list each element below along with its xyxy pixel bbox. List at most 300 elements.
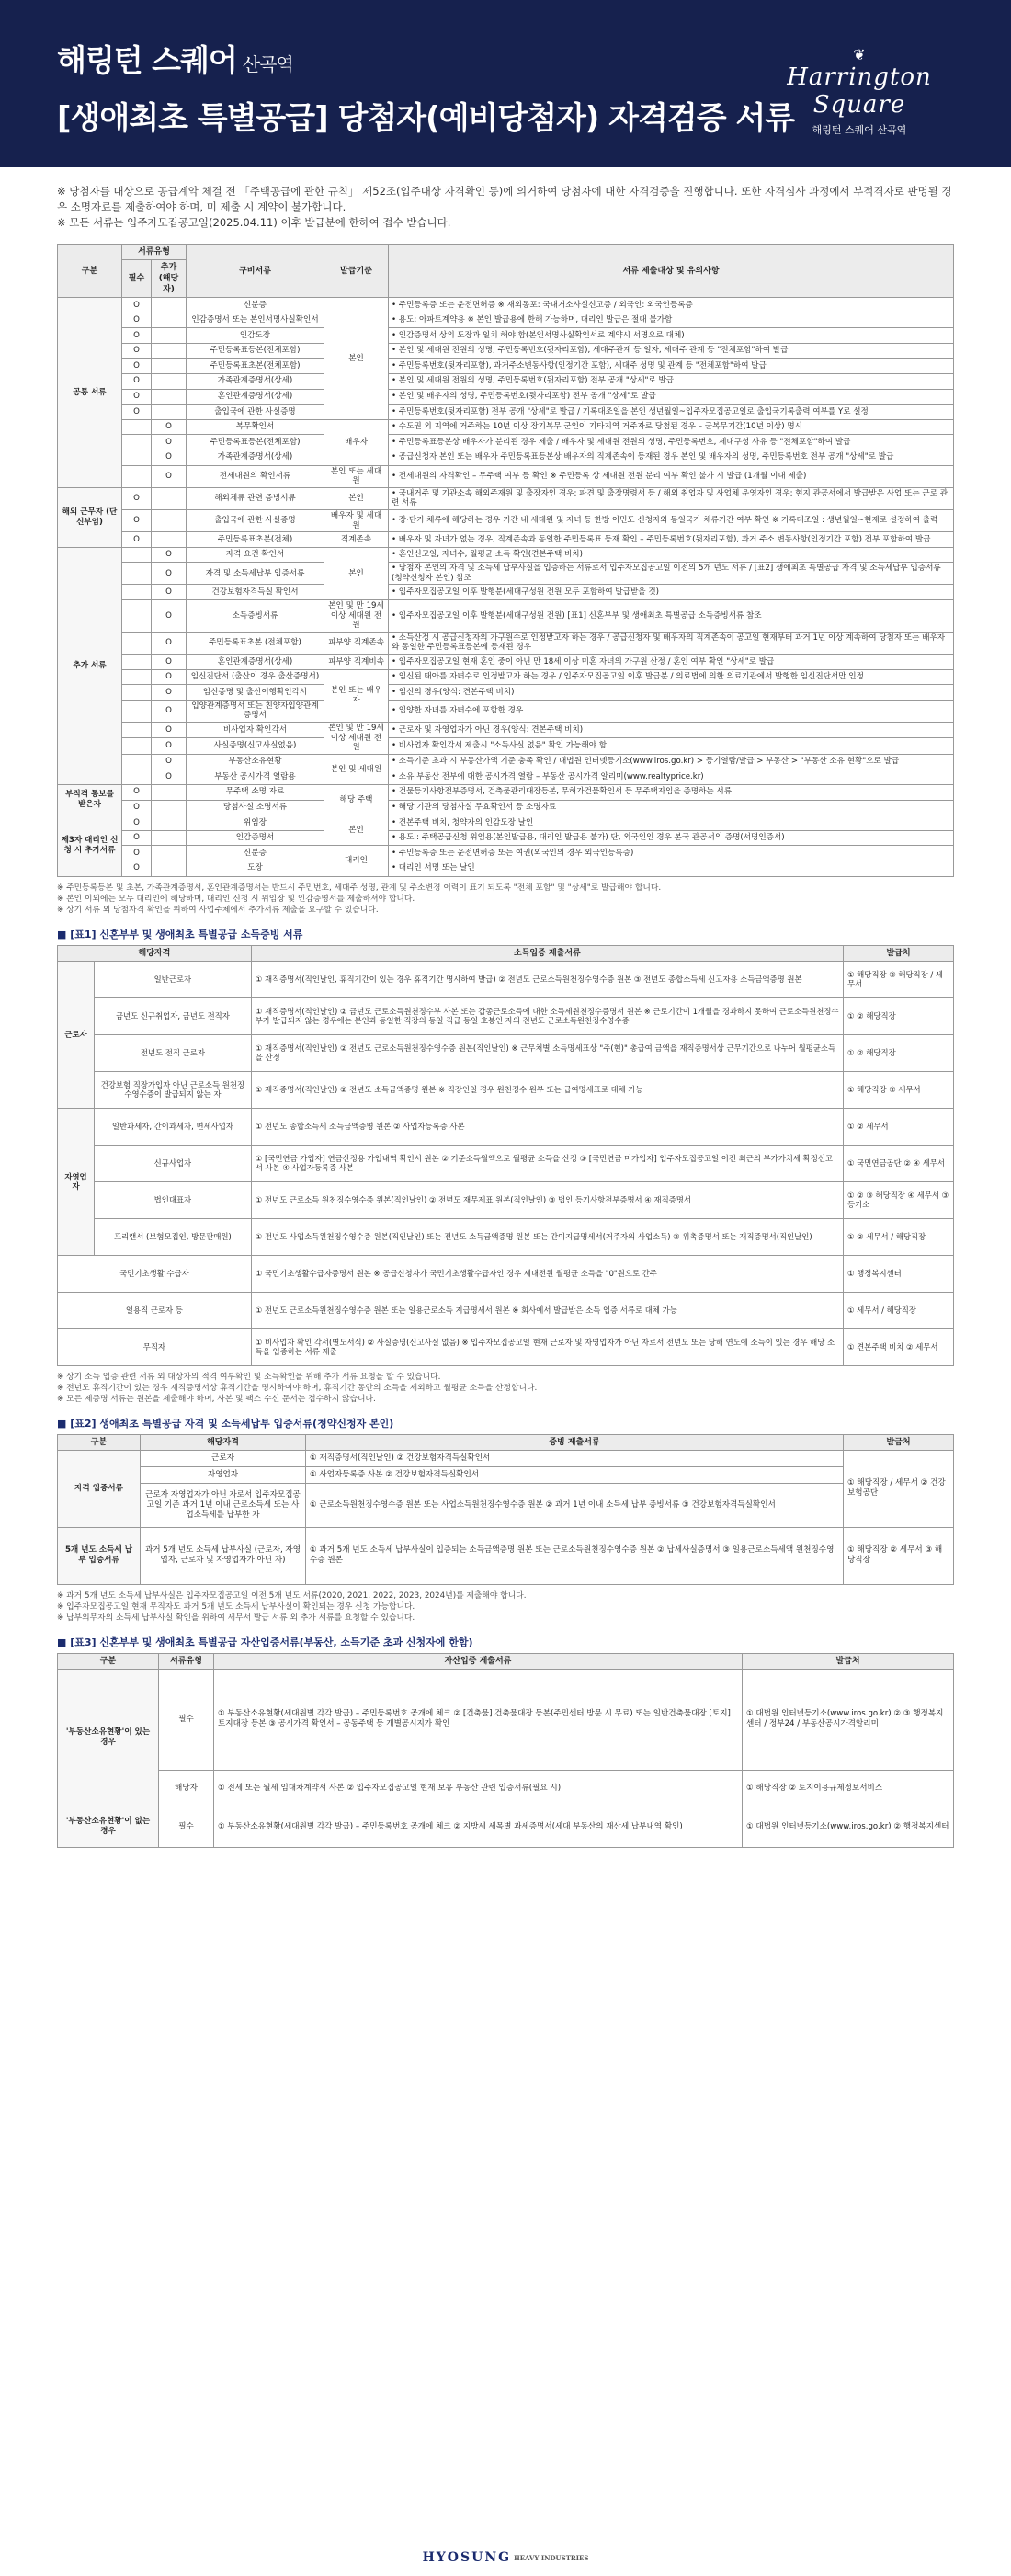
income-row bbox=[58, 1292, 954, 1328]
page-title: [생애최초 특별공급] 당첨자(예비당첨자) 자격검증 서류 bbox=[57, 100, 795, 137]
required-mark: O bbox=[122, 313, 152, 328]
document-name: 당첨사실 소명서류 bbox=[187, 800, 324, 815]
doc-row bbox=[58, 669, 954, 685]
document-name: 임신증명 및 출산이행확인각서 bbox=[187, 685, 324, 701]
note-line: ※ 본인 이외에는 모두 대리인에 해당하며, 대리인 신청 시 위임장 및 인감증명서를 제출하셔야 합니다. bbox=[57, 894, 415, 904]
doc-list: ① 전년도 사업소득원천징수영수증 원본(직인날인) 또는 전년도 소득금액증명 원본 또는 간이지급명세서(거주자의 사업소득) ② 위촉증명서 또는 재직증명서(직인날인) bbox=[251, 1218, 843, 1255]
description: • 전세대원의 자격확인 – 무주택 여부 등 확인 ※ 주민등록 상 세대원 전원 분리 여부 확인 불가 시 발급 (1개월 이내 제출) bbox=[389, 465, 954, 487]
document-name: 혼인관계증명서(상세) bbox=[187, 655, 324, 670]
doc-list: ① 재직증명서(직인날인, 휴직기간이 있는 경우 휴직기간 명시하여 발급) ② 전년도 근로소득원천징수영수증 원본 ③ 전년도 종합소득세 신고자용 소득금액증명 원본 bbox=[251, 961, 843, 997]
issuer: 피부양 직계존속 bbox=[324, 632, 389, 654]
document-name: 출입국에 관한 사실증명 bbox=[187, 405, 324, 420]
issuer: 본인 및 세대원 bbox=[324, 754, 389, 784]
document-name: 주민등록표등본(전체포함) bbox=[187, 343, 324, 359]
doc-row bbox=[58, 585, 954, 600]
target-name: 신규사업자 bbox=[95, 1145, 252, 1181]
doc-list: ① 재직증명서(직인날인) ② 전년도 소득금액증명 원본 ※ 직장인일 경우 원천징수 원부 또는 급여명세표로 대체 가능 bbox=[251, 1071, 843, 1108]
income-row bbox=[58, 997, 954, 1034]
doc-type: 필수 bbox=[159, 1807, 214, 1847]
document-name: 입양관계증명서 또는 친양자입양관계증명서 bbox=[187, 700, 324, 722]
required-mark: O bbox=[122, 846, 152, 861]
document-name: 복무확인서 bbox=[187, 419, 324, 435]
doc-row bbox=[58, 465, 954, 487]
additional-mark: O bbox=[152, 563, 187, 585]
description: • 입주자모집공고일 이후 발행분(세대구성원 전원 모두 포함하여 발급받을 것) bbox=[389, 585, 954, 600]
description: • 인감증명서 상의 도장과 일치 해야 함(본인서명사실확인서로 계약시 서명으로 대체) bbox=[389, 328, 954, 344]
income-row bbox=[58, 961, 954, 997]
description: • 주민등록증 또는 운전면허증 ※ 재외동포: 국내거소사실신고증 / 외국인: 외국인등록증 bbox=[389, 298, 954, 313]
required-mark bbox=[122, 435, 152, 450]
additional-mark: O bbox=[152, 465, 187, 487]
issuer: ① 대법원 인터넷등기소(www.iros.go.kr) ② 행정복지센터 bbox=[743, 1807, 954, 1847]
additional-mark bbox=[152, 373, 187, 389]
document-name: 임신진단서 (출산이 경우 출산증명서) bbox=[187, 669, 324, 685]
document-name: 인감증명서 bbox=[187, 830, 324, 846]
doc-row bbox=[58, 487, 954, 509]
group-label: 자격 입증서류 bbox=[58, 1450, 141, 1527]
description: • 소득기준 초과 시 부동산가액 기준 충족 확인 / 대법원 인터넷등기소(www.iros.go.kr) > 등기열람/발급 > 부동산 > "부동산 소유 현황"으로 발급 bbox=[389, 754, 954, 769]
target-name: 무직자 bbox=[58, 1328, 252, 1365]
issuer: 본인 bbox=[324, 487, 389, 509]
issuer: 본인 bbox=[324, 815, 389, 846]
issuer: ① 국민연금공단 ② ④ 세무서 bbox=[844, 1145, 954, 1181]
description: • 공급신청자 본인 또는 배우자 주민등록표등본상 배우자의 직계존속이 등재된 경우 본인 및 배우자의 성명, 주민등록번호 전부 공개 "상세"로 발급 bbox=[389, 450, 954, 465]
document-name: 전세대원의 확인서류 bbox=[187, 465, 324, 487]
doc-row bbox=[58, 532, 954, 548]
col-type: 서류유형 bbox=[159, 1653, 214, 1669]
additional-mark: O bbox=[152, 585, 187, 600]
issuer: 대리인 bbox=[324, 846, 389, 876]
note-line: ※ 전년도 휴직기간이 있는 경우 재직증명서상 휴직기간을 명시하여야 하며, 휴직기간 동안의 소득을 제외하고 월평균 소득을 산정합니다. bbox=[57, 1383, 538, 1393]
section-title-tax: ■ [표2] 생애최초 특별공급 자격 및 소득세납부 입증서류(청약신청자 본인) bbox=[57, 1417, 394, 1430]
doc-row bbox=[58, 450, 954, 465]
additional-mark bbox=[152, 830, 187, 846]
group-label: 제3자 대리인 신청 시 추가서류 bbox=[58, 815, 122, 876]
document-name: 부동산소유현황 bbox=[187, 754, 324, 769]
col-target: 해당자격 bbox=[141, 1434, 306, 1450]
income-row bbox=[58, 1034, 954, 1071]
description: • 임신의 경우(양식: 견본주택 비치) bbox=[389, 685, 954, 701]
additional-mark bbox=[152, 405, 187, 420]
doc-list: ① 사업자등록증 사본 ② 건강보험자격득실확인서 bbox=[306, 1466, 844, 1483]
col-docs: 구비서류 bbox=[187, 245, 324, 298]
intro-line: ※ 당첨자를 대상으로 공급계약 체결 전 「주택공급에 관한 규칙」 제52조(입주대상 자격확인 등)에 의거하여 당첨자에 대한 자격검증을 진행합니다. 또한 자격심사 과정에서 부적격자로 판명될 경우 소명자료를 제출하여야 하며, 미 제출 시 계약이 불가합니다. bbox=[57, 185, 952, 213]
col-group: 구분 bbox=[58, 1653, 159, 1669]
group-label: '부동산소유현황'이 없는 경우 bbox=[58, 1807, 159, 1847]
intro-line: ※ 모든 서류는 입주자모집공고일(2025.04.11) 이후 발급분에 한하여 접수 받습니다. bbox=[57, 216, 451, 229]
description: • 주민등록표등본상 배우자가 분리된 경우 제출 / 배우자 및 세대원 전원의 성명, 주민등록번호, 세대구성 사유 등 "전체포함"하여 발급 bbox=[389, 435, 954, 450]
description: • 임신된 태아를 자녀수로 인정받고자 하는 경우 / 입주자모집공고일 이후 발급분 / 의료법에 의한 의료기관에서 발행한 임신진단서만 인정 bbox=[389, 669, 954, 685]
required-mark bbox=[122, 723, 152, 738]
table2-notes bbox=[57, 1372, 954, 1405]
doc-list: ① 근로소득원천징수영수증 원본 또는 사업소득원천징수영수증 원본 ② 과거 1년 이내 소득세 납부 증빙서류 ③ 건강보험자격득실확인서 bbox=[306, 1483, 844, 1527]
income-proof-table bbox=[57, 945, 954, 1366]
tax-proof-table bbox=[57, 1434, 954, 1585]
doc-list: ① 전년도 근로소득원천징수영수증 원본 또는 일용근로소득 지급명세서 원본 ※ 회사에서 발급받은 소득 입증 서류로 대체 가능 bbox=[251, 1292, 843, 1328]
doc-type: 해당자 bbox=[159, 1770, 214, 1807]
target-name: 일용직 근로자 등 bbox=[58, 1292, 252, 1328]
description: • 근로자 및 자영업자가 아닌 경우(양식: 견본주택 비치) bbox=[389, 723, 954, 738]
issuer: 본인 및 만 19세 이상 세대원 전원 bbox=[324, 600, 389, 633]
description: • 주민등록번호(뒷자리포함), 과거주소변동사항(인정기간 포함), 세대주 성명 및 관계 등 "전체포함"하여 발급 bbox=[389, 359, 954, 374]
income-row bbox=[58, 1328, 954, 1365]
doc-list: ① 재직증명서(직인날인) ② 전년도 근로소득원천징수영수증 원본(직인날인) ※ 근무처별 소득명세표상 "주(현)" 총급여 금액을 재직증명서상 근무기간으로 나누어 월평균소득을 산정 bbox=[251, 1034, 843, 1071]
required-mark bbox=[122, 685, 152, 701]
doc-row bbox=[58, 784, 954, 800]
issuer: ① 대법원 인터넷등기소(www.iros.go.kr) ② ③ 행정복지센터 / 정부24 / 부동산공시가격알리미 bbox=[743, 1669, 954, 1770]
additional-mark: O bbox=[152, 700, 187, 722]
required-mark: O bbox=[122, 343, 152, 359]
required-mark: O bbox=[122, 487, 152, 509]
doc-row bbox=[58, 655, 954, 670]
description: • 소유 부동산 전부에 대한 공시가격 열람 – 부동산 공시가격 알리미(www.realtyprice.kr) bbox=[389, 769, 954, 785]
doc-row bbox=[58, 359, 954, 374]
additional-mark: O bbox=[152, 769, 187, 785]
additional-mark: O bbox=[152, 632, 187, 654]
col-issuer: 발급처 bbox=[844, 945, 954, 961]
doc-list: ① 전년도 종합소득세 소득금액증명 원본 ② 사업자등록증 사본 bbox=[251, 1108, 843, 1145]
document-name: 사실증명(신고사실없음) bbox=[187, 738, 324, 754]
additional-mark: O bbox=[152, 685, 187, 701]
doc-row bbox=[58, 723, 954, 738]
issuer: ① 해당직장 ② 토지이용규제정보서비스 bbox=[743, 1770, 954, 1807]
target-name: 일반과세자, 간이과세자, 면세사업자 bbox=[95, 1108, 252, 1145]
required-mark bbox=[122, 632, 152, 654]
doc-list: ① 전년도 근로소득 원천징수영수증 원본(직인날인) ② 전년도 재무제표 원본(직인날인) ③ 법인 등기사항전부증명서 ④ 재직증명서 bbox=[251, 1181, 843, 1218]
additional-mark: O bbox=[152, 600, 187, 633]
doc-row bbox=[58, 769, 954, 785]
additional-mark bbox=[152, 298, 187, 313]
col-docs: 자산입증 제출서류 bbox=[214, 1653, 743, 1669]
doc-type: 필수 bbox=[159, 1669, 214, 1770]
issuer: 본인 또는 세대원 bbox=[324, 465, 389, 487]
document-name: 비사업자 확인각서 bbox=[187, 723, 324, 738]
issuer: ① 해당직장 ② 세무서 bbox=[844, 1071, 954, 1108]
doc-row bbox=[58, 509, 954, 531]
description: • 장·단기 체류에 해당하는 경우 기간 내 세대원 및 자녀 등 한방 이민도 신청자와 동일국가 체류기간 여부 확인 ※ 기록대조일 : 생년월일~현재로 설정하여 출력 bbox=[389, 509, 954, 531]
required-mark: O bbox=[122, 298, 152, 313]
additional-mark: O bbox=[152, 419, 187, 435]
additional-mark bbox=[152, 815, 187, 831]
group-label: 부적격 통보를 받은자 bbox=[58, 784, 122, 815]
target-name: 자영업자 bbox=[141, 1466, 306, 1483]
required-mark bbox=[122, 738, 152, 754]
group-label: 근로자 bbox=[58, 961, 95, 1108]
required-mark bbox=[122, 655, 152, 670]
note-line: ※ 과거 5개 년도 소득세 납부사실은 입주자모집공고일 이전 5개 년도 서류(2020, 2021, 2022, 2023, 2024년)를 제출해야 합니다. bbox=[57, 1590, 527, 1601]
section-title-asset: ■ [표3] 신혼부부 및 생애최초 특별공급 자산입증서류(부동산, 소득기준 초과 신청자에 한함) bbox=[57, 1636, 473, 1648]
issuer: 피부양 직계비속 bbox=[324, 655, 389, 670]
required-mark: O bbox=[122, 373, 152, 389]
required-mark bbox=[122, 450, 152, 465]
doc-row bbox=[58, 685, 954, 701]
required-mark: O bbox=[122, 359, 152, 374]
note-line: ※ 주민등록등본 및 초본, 가족관계증명서, 혼인관계증명서는 반드시 주민번호, 세대주 성명, 관계 및 주소변경 이력이 표기 되도록 "전체 포함" 및 "상세"로 발급해야 합니다. bbox=[57, 883, 662, 893]
additional-mark: O bbox=[152, 450, 187, 465]
document-name: 건강보험자격득실 확인서 bbox=[187, 585, 324, 600]
description: • 건물등기사항전부증명서, 건축물관리대장등본, 무허가건물확인서 등 무주택자임을 증명하는 서류 bbox=[389, 784, 954, 800]
document-name: 신분증 bbox=[187, 298, 324, 313]
group-label: 공통 서류 bbox=[58, 298, 122, 488]
document-name: 가족관계증명서(상세) bbox=[187, 450, 324, 465]
description: • 용도: 아파트계약용 ※ 본인 발급용에 한해 가능하며, 대리인 발급은 절대 불가함 bbox=[389, 313, 954, 328]
additional-mark bbox=[152, 861, 187, 876]
description: • 본인 및 세대원 전원의 성명, 주민등록번호(뒷자리포함) 전부 공개 "상세"로 발급 bbox=[389, 373, 954, 389]
income-row bbox=[58, 1108, 954, 1145]
doc-row bbox=[58, 389, 954, 405]
doc-row bbox=[58, 632, 954, 654]
doc-list: ① 과거 5개 년도 소득세 납부사실이 입증되는 소득금액증명 원본 또는 근로소득원천징수영수증 원본 ② 납세사실증명서 ③ 일용근로소득세액 원천징수영수증 원본 bbox=[306, 1527, 844, 1584]
required-mark bbox=[122, 465, 152, 487]
document-name: 부동산 공시가격 열람용 bbox=[187, 769, 324, 785]
description: • 국내거주 및 기관소속 해외주재원 및 출장자인 경우: 파견 및 출장명령서 등 / 해외 취업자 및 사업체 운영자인 경우: 현지 관공서에서 발급받은 사업 또는 근로 관련 서류 bbox=[389, 487, 954, 509]
issuer: 배우자 및 세대원 bbox=[324, 509, 389, 531]
additional-mark bbox=[152, 343, 187, 359]
required-mark: O bbox=[122, 509, 152, 531]
document-name: 해외체류 관련 증빙서류 bbox=[187, 487, 324, 509]
col-docs: 증빙 제출서류 bbox=[306, 1434, 844, 1450]
document-name: 인감증명서 또는 본인서명사실확인서 bbox=[187, 313, 324, 328]
group-label: 자영업자 bbox=[58, 1108, 95, 1255]
logo-script: Harrington Square bbox=[787, 63, 932, 119]
required-mark bbox=[122, 669, 152, 685]
additional-mark: O bbox=[152, 435, 187, 450]
document-name: 주민등록표초본(전체포함) bbox=[187, 359, 324, 374]
doc-row bbox=[58, 313, 954, 328]
issuer: ① 해당직장 ② 세무서 ③ 해당직장 bbox=[844, 1527, 954, 1584]
col-target: 해당자격 bbox=[58, 945, 252, 961]
issuer: 해당 주택 bbox=[324, 784, 389, 815]
target-name: 일반근로자 bbox=[95, 961, 252, 997]
col-desc: 서류 제출대상 및 유의사항 bbox=[389, 245, 954, 298]
additional-mark bbox=[152, 487, 187, 509]
document-name: 자격 요건 확인서 bbox=[187, 547, 324, 563]
description: • 본인 및 세대원 전원의 성명, 주민등록번호(뒷자리포함), 세대주관계 등 일자, 세대주 관계 등 "전체포함"하여 발급 bbox=[389, 343, 954, 359]
additional-mark: O bbox=[152, 738, 187, 754]
logo-subtitle: 해링턴 스퀘어 산곡역 bbox=[812, 124, 907, 136]
additional-mark bbox=[152, 784, 187, 800]
additional-mark bbox=[152, 328, 187, 344]
doc-row bbox=[58, 563, 954, 585]
footer-logo: HYOSUNG HEAVY INDUSTRIES bbox=[422, 2550, 589, 2565]
description: • 입주자모집공고일 이후 발행분(세대구성원 전원) [표1] 신혼부부 및 생애최초 특별공급 소득증빙서류 참조 bbox=[389, 600, 954, 633]
description: • 주민등록증 또는 운전면허증 또는 여권(외국인의 경우 외국인등록증) bbox=[389, 846, 954, 861]
description: • 당첨자 본인의 자격 및 소득세 납부사실을 입증하는 서류로서 입주자모집공고일 이전의 5개 년도 서류 / [표2] 생애최초 특별공급 자격 및 소득세납부 입증서류(청약신청자 본인) 참조 bbox=[389, 563, 954, 585]
document-name: 혼인관계증명서(상세) bbox=[187, 389, 324, 405]
additional-mark bbox=[152, 532, 187, 548]
additional-mark bbox=[152, 800, 187, 815]
description: • 수도권 외 지역에 거주하는 10년 이상 장기복무 군인이 기타지역 거주자로 당첨된 경우 – 군복무기간(10년 이상) 명시 bbox=[389, 419, 954, 435]
col-issuer: 발급처 bbox=[743, 1653, 954, 1669]
issuer: ① ② 세무서 / 해당직장 bbox=[844, 1218, 954, 1255]
required-mark: O bbox=[122, 532, 152, 548]
doc-list: ① 국민기초생활수급자증명서 원본 ※ 공급신청자가 국민기초생활수급자인 경우 세대전원 월평균 소득을 "0"원으로 간주 bbox=[251, 1255, 843, 1292]
doc-row bbox=[58, 419, 954, 435]
additional-mark: O bbox=[152, 723, 187, 738]
note-line: ※ 입주자모집공고일 현재 무직자도 과거 5개 년도 소득세 납부사실이 확인되는 경우 신청 가능합니다. bbox=[57, 1601, 415, 1612]
doc-list: ① 재직증명서(직인날인) ② 건강보험자격득실확인서 bbox=[306, 1450, 844, 1466]
issuer: 본인 bbox=[324, 298, 389, 420]
additional-mark bbox=[152, 509, 187, 531]
document-name: 인감도장 bbox=[187, 328, 324, 344]
additional-mark bbox=[152, 359, 187, 374]
page-header bbox=[0, 0, 1011, 167]
issuer: 본인 bbox=[324, 547, 389, 599]
issuer: ① ② 해당직장 bbox=[844, 1034, 954, 1071]
issuer: ① ② 해당직장 bbox=[844, 997, 954, 1034]
description: • 해당 기관의 당첨사실 무효확인서 등 소명자료 bbox=[389, 800, 954, 815]
description: • 대리인 서명 또는 날인 bbox=[389, 861, 954, 876]
document-list-table bbox=[57, 244, 954, 877]
doc-row bbox=[58, 754, 954, 769]
target-name: 법인대표자 bbox=[95, 1181, 252, 1218]
note-line: ※ 모든 제증명 서류는 원본을 제출해야 하며, 사본 및 팩스 수신 문서는 접수하지 않습니다. bbox=[57, 1394, 376, 1404]
additional-mark: O bbox=[152, 547, 187, 563]
description: • 견본주택 비치, 청약자의 인감도장 날인 bbox=[389, 815, 954, 831]
required-mark bbox=[122, 769, 152, 785]
doc-list: ① 전세 또는 월세 임대차계약서 사본 ② 입주자모집공고일 현재 보유 부동산 관련 입증서류(필요 시) bbox=[214, 1770, 743, 1807]
col-docs: 소득입증 제출서류 bbox=[251, 945, 843, 961]
doc-row bbox=[58, 373, 954, 389]
doc-row bbox=[58, 547, 954, 563]
issuer: ① 견본주택 비치 ② 세무서 bbox=[844, 1328, 954, 1365]
doc-row bbox=[58, 700, 954, 722]
document-name: 가족관계증명서(상세) bbox=[187, 373, 324, 389]
required-mark: O bbox=[122, 830, 152, 846]
doc-row bbox=[58, 800, 954, 815]
required-mark: O bbox=[122, 328, 152, 344]
table3-notes bbox=[57, 1590, 954, 1624]
description: • 본인 및 배우자의 성명, 주민등록번호(뒷자리포함) 전부 공개 "상세"로 발급 bbox=[389, 389, 954, 405]
document-name: 도장 bbox=[187, 861, 324, 876]
issuer: ① 행정복지센터 bbox=[844, 1255, 954, 1292]
document-name: 주민등록표등본(전체포함) bbox=[187, 435, 324, 450]
asset-proof-table bbox=[57, 1653, 954, 1848]
additional-mark bbox=[152, 313, 187, 328]
issuer: 배우자 bbox=[324, 419, 389, 465]
required-mark: O bbox=[122, 405, 152, 420]
group-label: 추가 서류 bbox=[58, 547, 122, 784]
income-row bbox=[58, 1255, 954, 1292]
target-name: 건강보험 직장가입자 아닌 근로소득 원천징수영수증이 발급되지 않는 자 bbox=[95, 1071, 252, 1108]
issuer: 본인 및 만 19세 이상 세대원 전원 bbox=[324, 723, 389, 755]
description: • 입주자모집공고일 현재 혼인 중이 아닌 만 18세 이상 미혼 자녀의 가구원 산정 / 혼인 여부 확인 "상세"로 발급 bbox=[389, 655, 954, 670]
description: • 혼인신고일, 자녀수, 월평균 소득 확인(견본주택 비치) bbox=[389, 547, 954, 563]
issuer: ① 세무서 / 해당직장 bbox=[844, 1292, 954, 1328]
income-row bbox=[58, 1071, 954, 1108]
description: • 입양한 자녀를 자녀수에 포함한 경우 bbox=[389, 700, 954, 722]
document-name: 신분증 bbox=[187, 846, 324, 861]
note-line: ※ 상기 소득 입증 관련 서류 외 대상자의 적격 여부확인 및 소득확인을 위해 추가 서류 요청을 할 수 있습니다. bbox=[57, 1372, 441, 1382]
description: • 비사업자 확인각서 제출시 "소득사실 없음" 확인 가능해야 함 bbox=[389, 738, 954, 754]
document-name: 주민등록표초본(전체) bbox=[187, 532, 324, 548]
doc-row bbox=[58, 738, 954, 754]
description: • 소득산정 시 공급신청자의 가구원수로 인정받고자 하는 경우 / 공급신청자 및 배우자의 직계존속이 공고일 현재부터 과거 1년 이상 계속하여 당첨자 또는 배우자와 동일한 주민등록표등본에 등재된 경우 bbox=[389, 632, 954, 654]
doc-row bbox=[58, 405, 954, 420]
section-title-income: ■ [표1] 신혼부부 및 생애최초 특별공급 소득증빙 서류 bbox=[57, 928, 303, 940]
target-name: 금년도 신규취업자, 금년도 전직자 bbox=[95, 997, 252, 1034]
required-mark bbox=[122, 700, 152, 722]
doc-row bbox=[58, 830, 954, 846]
doc-row bbox=[58, 600, 954, 633]
harrington-logo bbox=[763, 46, 956, 137]
note-line: ※ 납부의무자의 소득세 납부사실 확인을 위하여 세무서 발급 서류 외 추가 서류를 요청할 수 있습니다. bbox=[57, 1613, 415, 1623]
issuer: 본인 또는 배우자 bbox=[324, 669, 389, 722]
issuer: ① ② 세무서 bbox=[844, 1108, 954, 1145]
doc-row bbox=[58, 815, 954, 831]
description: • 주민등록번호(뒷자리포함) 전부 공개 "상세"로 발급 / 기록대조일을 본인 생년월일~입주자모집공고일로 출입국기록출력 여부를 Y로 설정 bbox=[389, 405, 954, 420]
col-issuer: 발급기준 bbox=[324, 245, 389, 298]
group-label: 5개 년도 소득세 납부 입증서류 bbox=[58, 1527, 141, 1584]
required-mark: O bbox=[122, 861, 152, 876]
col-group: 구분 bbox=[58, 1434, 141, 1450]
required-mark bbox=[122, 600, 152, 633]
doc-row bbox=[58, 861, 954, 876]
document-name: 출입국에 관한 사실증명 bbox=[187, 509, 324, 531]
description: • 용도 : 주택공급신청 위임용(본인발급용, 대리인 발급용 불가) 단, 외국인인 경우 본국 관공서의 증명(서명인증서) bbox=[389, 830, 954, 846]
crest-icon: ❦ bbox=[853, 46, 866, 63]
intro-notes bbox=[57, 184, 954, 231]
required-mark bbox=[122, 585, 152, 600]
note-line: ※ 상기 서류 외 당첨자격 확인을 위하여 사업주체에서 추가서류 제출을 요구할 수 있습니다. bbox=[57, 905, 379, 915]
additional-mark bbox=[152, 846, 187, 861]
doc-list: ① 비사업자 확인 각서(별도서식) ② 사실증명(신고사실 없음) ※ 입주자모집공고일 현재 근로자 및 자영업자가 아닌 자로서 전년도 또는 당해 연도에 소득이 있는 경우 해당 소득을 입증하는 서류 제출 bbox=[251, 1328, 843, 1365]
document-name: 소득증빙서류 bbox=[187, 600, 324, 633]
doc-row bbox=[58, 846, 954, 861]
table1-notes bbox=[57, 883, 954, 916]
target-name: 국민기초생활 수급자 bbox=[58, 1255, 252, 1292]
doc-list: ① 부동산소유현황(세대원별 각각 발급) – 주민등록번호 공개에 체크 ② [건축물] 건축물대장 등본(주민센터 방문 시 무료) 또는 일반건축물대장 [토지] 토지대장 등본 ③ 공시가격 확인서 – 공동주택 등 개별공시지가 확인 bbox=[214, 1669, 743, 1770]
income-row bbox=[58, 1145, 954, 1181]
additional-mark bbox=[152, 389, 187, 405]
doc-list: ① [국민연금 가입자] 연금산정용 가입내역 확인서 원본 ② 기준소득월액으로 월평균 소득을 산정 ③ [국민연금 미가입자] 입주자모집공고일 이전 최근의 부가가치세 확정신고서 사본 ④ 사업자등록증 사본 bbox=[251, 1145, 843, 1181]
brand-name: 해링턴 스퀘어 산곡역 bbox=[57, 42, 293, 78]
required-mark: O bbox=[122, 784, 152, 800]
target-name: 전년도 전직 근로자 bbox=[95, 1034, 252, 1071]
doc-row bbox=[58, 328, 954, 344]
issuer: ① 해당직장 ② 해당직장 / 세무서 bbox=[844, 961, 954, 997]
doc-row bbox=[58, 298, 954, 313]
target-name: 프리랜서 (보험모집인, 방문판매원) bbox=[95, 1218, 252, 1255]
col-required: 필수 bbox=[122, 260, 152, 298]
col-additional: 추가 (해당자) bbox=[152, 260, 187, 298]
income-row bbox=[58, 1181, 954, 1218]
required-mark bbox=[122, 419, 152, 435]
doc-row bbox=[58, 343, 954, 359]
required-mark bbox=[122, 563, 152, 585]
required-mark: O bbox=[122, 815, 152, 831]
doc-row bbox=[58, 435, 954, 450]
additional-mark: O bbox=[152, 754, 187, 769]
issuer: 직계존속 bbox=[324, 532, 389, 548]
required-mark: O bbox=[122, 800, 152, 815]
description: • 배우자 및 자녀가 없는 경우, 직계존속과 동일한 주민등록표 등재 확인 – 주민등록번호(뒷자리포함), 과거 주소 변동사항(인정기간 포함) 전부 포함하여 발급 bbox=[389, 532, 954, 548]
group-label: '부동산소유현황'이 있는 경우 bbox=[58, 1669, 159, 1807]
income-row bbox=[58, 1218, 954, 1255]
doc-list: ① 부동산소유현황(세대원별 각각 발급) – 주민등록번호 공개에 체크 ② 지방세 세목별 과세증명서(세대 부동산의 재산세 납부내역 확인) bbox=[214, 1807, 743, 1847]
issuer: ① 해당직장 / 세무서 ② 건강보험공단 bbox=[844, 1450, 954, 1527]
target-name: 과거 5개 년도 소득세 납부사실 (근로자, 자영업자, 근로자 및 자영업자가 아닌 자) bbox=[141, 1527, 306, 1584]
required-mark: O bbox=[122, 389, 152, 405]
additional-mark: O bbox=[152, 655, 187, 670]
target-name: 근로자 bbox=[141, 1450, 306, 1466]
document-name: 자격 및 소득세납부 입증서류 bbox=[187, 563, 324, 585]
col-doctype: 서류유형 bbox=[122, 245, 187, 260]
document-name: 무주택 소명 자료 bbox=[187, 784, 324, 800]
group-label: 해외 근무자 (단신부임) bbox=[58, 487, 122, 547]
issuer: ① ② ③ 해당직장 ④ 세무서 ③ 등기소 bbox=[844, 1181, 954, 1218]
col-group: 구분 bbox=[58, 245, 122, 298]
